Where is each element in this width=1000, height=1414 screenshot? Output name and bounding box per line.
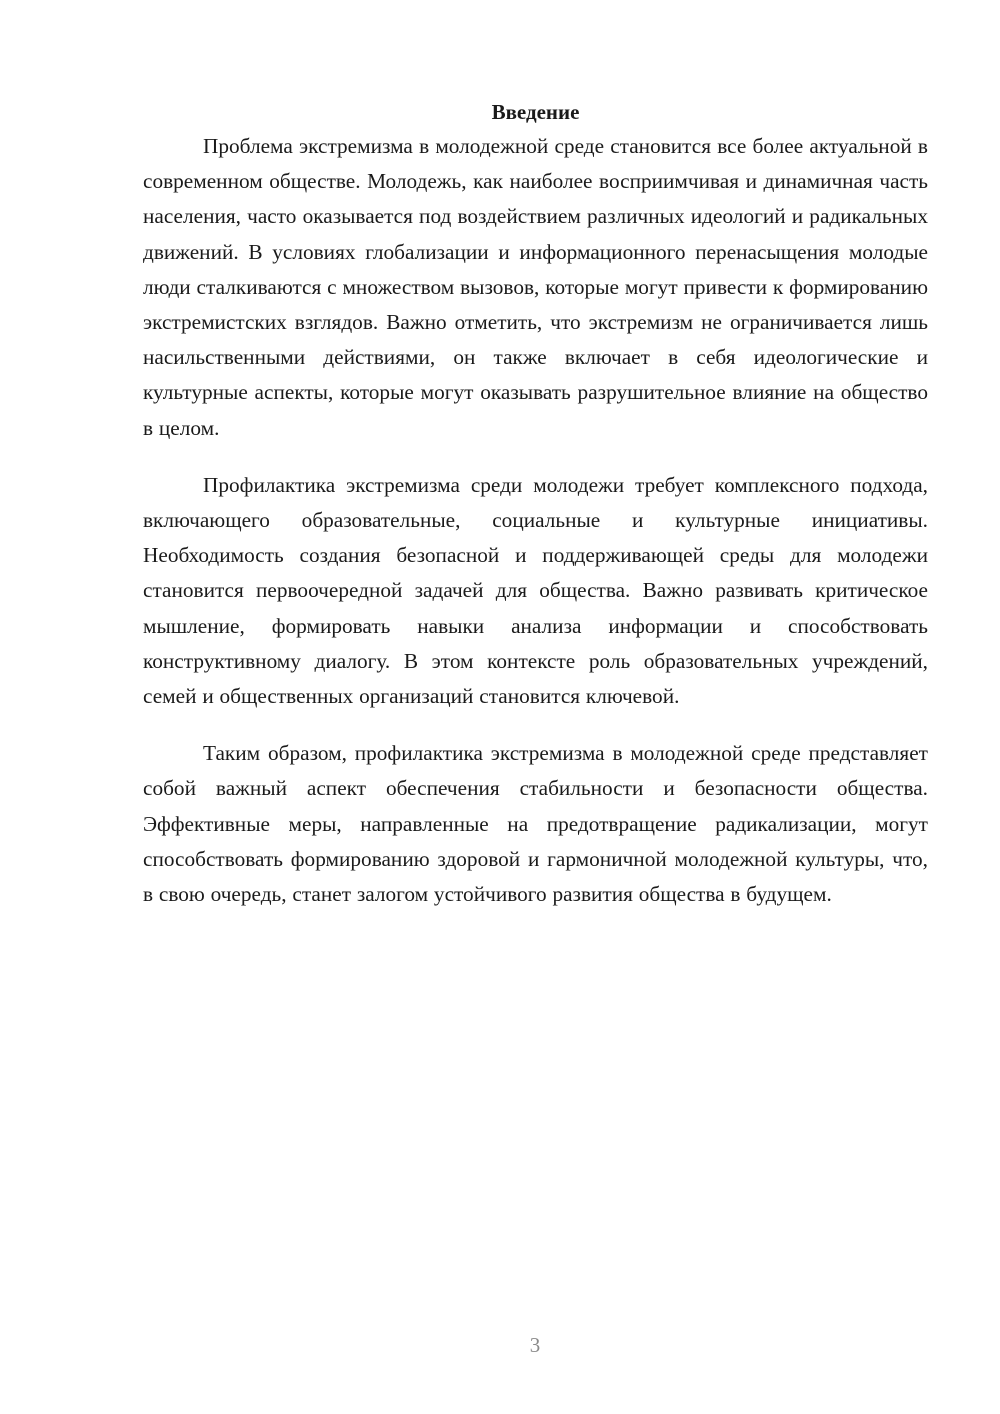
paragraph-3: Таким образом, профилактика экстремизма в молодежной среде представляет собой важный аспект обеспечения стабильности и безопасности общества. Эффективные меры, направленные на предотвращение радикализации, могут способствовать формированию здоровой и гармоничной молодежной культуры, что, в свою очередь, станет залогом устойчивого развития общества в будущем. <box>143 741 928 907</box>
section-title: Введение <box>491 100 580 124</box>
page-number: 3 <box>529 1333 541 1357</box>
document-body <box>143 96 928 912</box>
paragraph-1: Проблема экстремизма в молодежной среде становится все более актуальной в современном обществе. Молодежь, как наиболее восприимчивая и динамичная часть населения, часто оказывается под воздействием различных идеологий и радикальных движений. В условиях глобализации и информационного перенасыщения молодые люди сталкиваются с множеством вызовов, которые могут привести к формированию экстремистских взглядов. Важно отметить, что экстремизм не ограничивается лишь насильственными действиями, он также включает в себя идеологические и культурные аспекты, которые могут оказывать разрушительное влияние на общество в целом. <box>143 134 928 440</box>
paragraph-2: Профилактика экстремизма среди молодежи требует комплексного подхода, включающего образовательные, социальные и культурные инициативы. Необходимость создания безопасной и поддерживающей среды для молодежи становится первоочередной задачей для общества. Важно развивать критическое мышление, формировать навыки анализа информации и способствовать конструктивному диалогу. В этом контексте роль образовательных учреждений, семей и общественных организаций становится ключевой. <box>143 472 928 709</box>
